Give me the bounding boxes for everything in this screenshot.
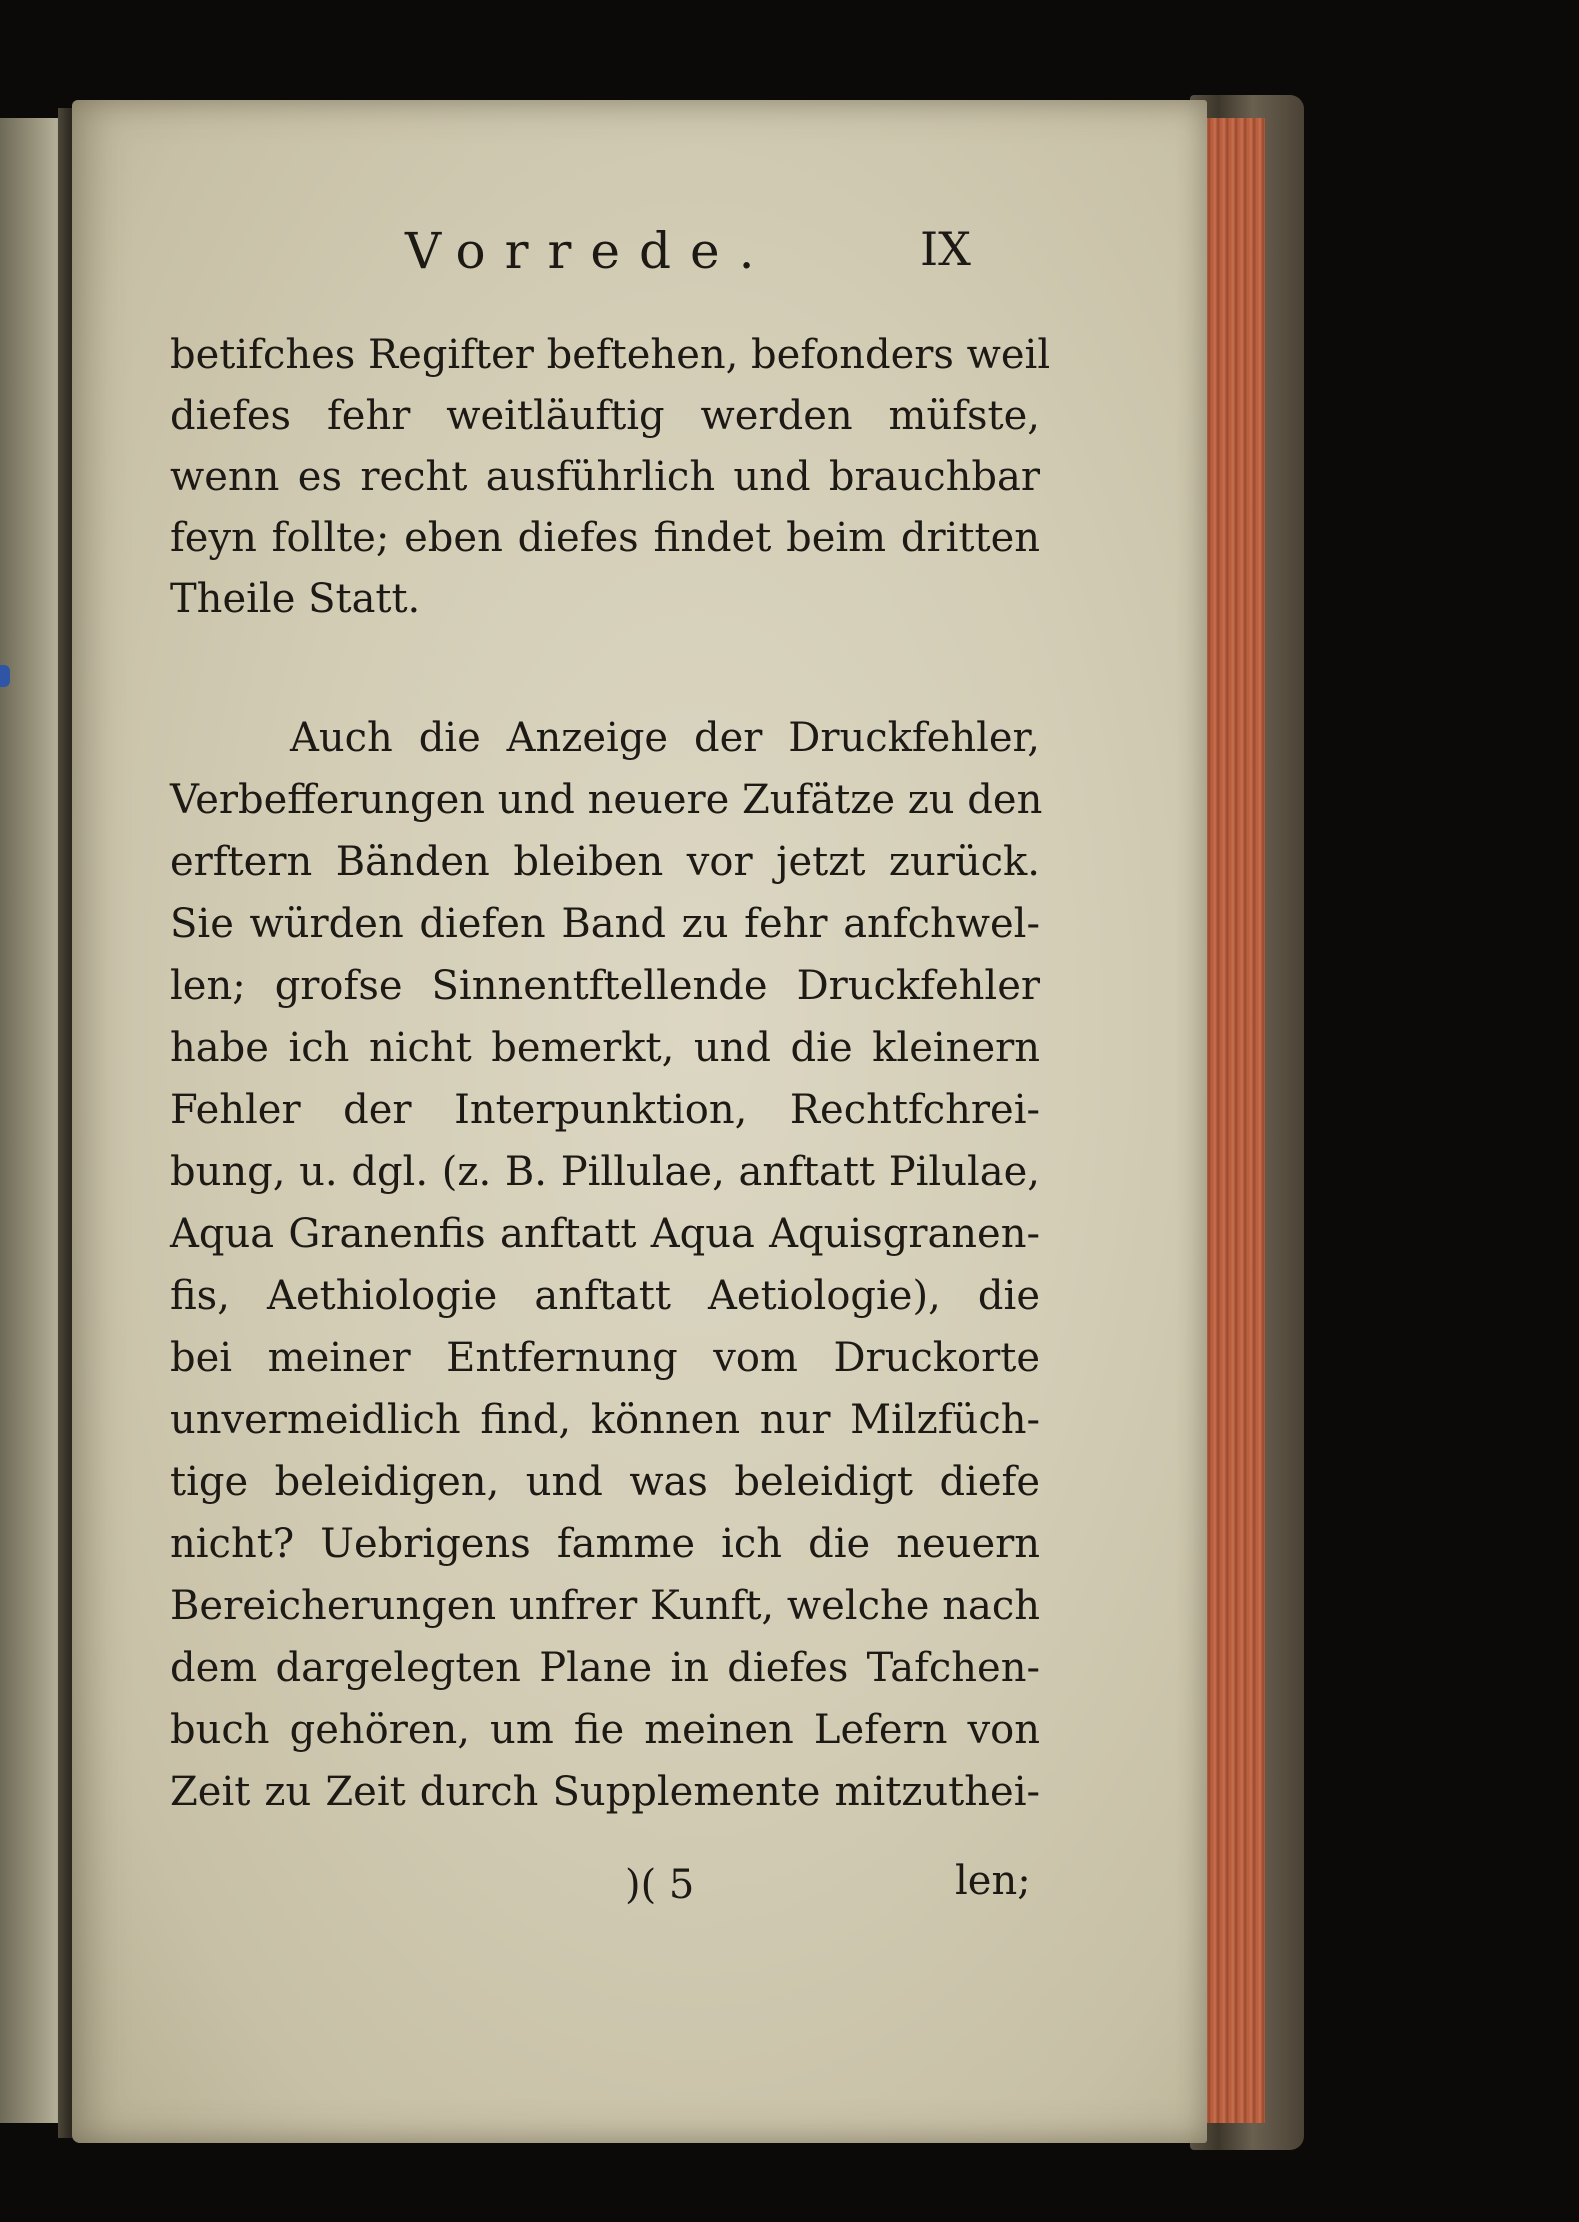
text-line: Auch die Anzeige der Druckfehler, bbox=[290, 715, 1040, 761]
text-line: dem dargelegten Plane in diefes Tafchen- bbox=[170, 1645, 1040, 1691]
text-line: Sie würden diefen Band zu fehr anfchwel- bbox=[170, 901, 1040, 947]
text-line: Zeit zu Zeit durch Supplemente mitzuthei- bbox=[170, 1769, 1040, 1815]
text-line: habe ich nicht bemerkt, und die kleinern bbox=[170, 1025, 1040, 1071]
text-line: Fehler der Interpunktion, Rechtfchrei- bbox=[170, 1087, 1040, 1133]
running-head: Vorrede. bbox=[405, 222, 774, 280]
text-line: fis, Aethiologie anftatt Aetiologie), die bbox=[170, 1273, 1040, 1319]
text-line: bung, u. dgl. (z. B. Pillulae, anftatt Pilulae, bbox=[170, 1149, 1040, 1195]
page-number: IX bbox=[920, 222, 971, 276]
text-line: Theile Statt. bbox=[170, 576, 421, 622]
text-line: bei meiner Entfernung vom Druckorte bbox=[170, 1335, 1040, 1381]
text-line: Verbefferungen und neuere Zufätze zu den bbox=[170, 777, 1043, 823]
catchword: len; bbox=[955, 1858, 1031, 1904]
signature-mark: )( 5 bbox=[625, 1862, 695, 1908]
text-line: unvermeidlich find, können nur Milzfüch- bbox=[170, 1397, 1040, 1443]
text-line: wenn es recht ausführlich und brauchbar bbox=[170, 454, 1040, 500]
text-line: Bereicherungen unfrer Kunft, welche nach bbox=[170, 1583, 1040, 1629]
text-line: tige beleidigen, und was beleidigt diefe bbox=[170, 1459, 1040, 1505]
text-line: buch gehören, um fie meinen Lefern von bbox=[170, 1707, 1040, 1753]
text-line: nicht? Uebrigens famme ich die neuern bbox=[170, 1521, 1040, 1567]
text-line: Aqua Granenfis anftatt Aqua Aquisgranen- bbox=[170, 1211, 1040, 1257]
text-line: betifches Regifter beftehen, befonders weil bbox=[170, 332, 1051, 378]
text-line: diefes fehr weitläuftig werden müfste, bbox=[170, 393, 1040, 439]
text-line: feyn follte; eben diefes findet beim dritten bbox=[170, 515, 1040, 561]
text-line: erftern Bänden bleiben vor jetzt zurück. bbox=[170, 839, 1040, 885]
text-line: len; grofse Sinnentftellende Druckfehler bbox=[170, 963, 1040, 1009]
